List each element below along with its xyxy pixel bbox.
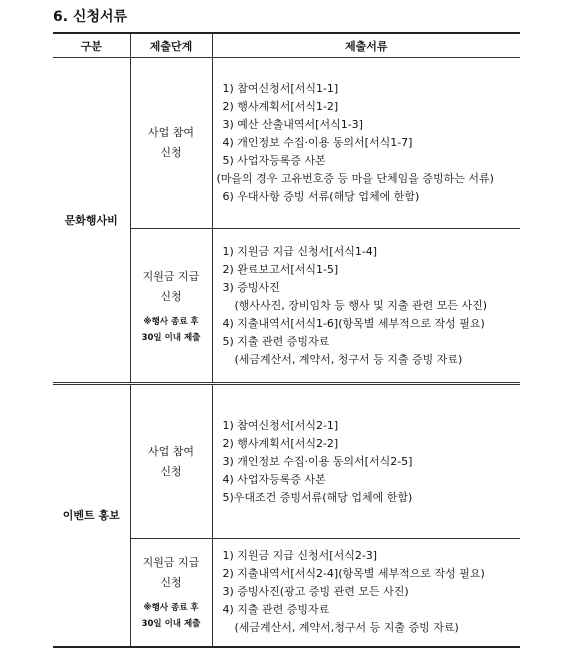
- documents-cell: [212, 539, 520, 647]
- document-list-item: 1) 참여신청서[서식1-1]: [222, 82, 339, 95]
- document-list-item: 2) 행사계획서[서식1-2]: [222, 100, 339, 113]
- document-list: [213, 243, 521, 369]
- stage-cell: [130, 384, 212, 539]
- submission-deadline-note: 30일 이내 제출: [141, 619, 201, 630]
- document-list-item: (세금계산서, 계약서, 청구서 등 지출 증빙 자료): [234, 352, 463, 366]
- stage-label-line: 지원금 지급: [142, 556, 200, 570]
- documents-cell: [212, 384, 520, 539]
- stage-label-line: 신청: [160, 576, 182, 590]
- document-list: [213, 80, 521, 206]
- document-list-item: 3) 증빙사진: [222, 280, 280, 294]
- category-cell: 이벤트 홍보: [53, 384, 130, 647]
- document-list-item: (행사사진, 장비임차 등 행사 및 지출 관련 모든 사진): [234, 298, 488, 312]
- document-list-item: 3) 개인정보 수집·이용 동의서[서식2-5]: [222, 454, 413, 468]
- documents-cell: [212, 58, 520, 229]
- submission-deadline-note: 30일 이내 제출: [141, 332, 201, 343]
- document-list: [213, 417, 521, 507]
- document-list-item: 2) 완료보고서[서식1-5]: [222, 262, 339, 276]
- stage-cell: [130, 539, 212, 647]
- document-list-item: 5) 지출 관련 증빙자료: [222, 334, 330, 348]
- stage-label-line: 신청: [160, 146, 182, 159]
- document-list-item: (세금계산서, 계약서,청구서 등 지출 증빙 자료): [234, 621, 459, 635]
- document-list: [213, 547, 521, 637]
- document-list-item: (마을의 경우 고유번호증 등 마을 단체임을 증빙하는 서류): [216, 172, 494, 185]
- stage-label-line: 사업 참여: [147, 444, 194, 458]
- table-header-row: [53, 33, 520, 58]
- document-list-item: 2) 지출내역서[서식2-4](항목별 세부적으로 작성 필요): [222, 567, 485, 581]
- document-list-item: 5)우대조건 증빙서류(해당 업체에 한함): [222, 490, 413, 504]
- section-title: 6. 신청서류: [53, 9, 128, 25]
- document-list-item: 1) 참여신청서[서식2-1]: [222, 418, 339, 432]
- header-category: 구분: [53, 33, 130, 58]
- submission-deadline-note: ※행사 종료 후: [143, 603, 199, 614]
- document-list-item: 3) 증빙사진(광고 증빙 관련 모든 사진): [222, 585, 409, 599]
- stage-label-line: 지원금 지급: [142, 269, 200, 283]
- document-list-item: 1) 지원금 지급 신청서[서식2-3]: [222, 549, 378, 563]
- submission-deadline-note: ※행사 종료 후: [143, 316, 199, 327]
- document-list-item: 2) 행사계획서[서식2-2]: [222, 436, 339, 450]
- document-list-item: 4) 지출내역서[서식1-6](항목별 세부적으로 작성 필요): [222, 316, 485, 330]
- category-cell: 문화행사비: [53, 58, 130, 384]
- document-list-item: 4) 지출 관련 증빙자료: [222, 603, 330, 617]
- document-list-item: 4) 개인정보 수집·이용 동의서[서식1-7]: [222, 136, 413, 149]
- stage-cell: [130, 58, 212, 229]
- document-list-item: 1) 지원금 지급 신청서[서식1-4]: [222, 244, 378, 258]
- documents-table: [53, 32, 520, 648]
- stage-label-line: 신청: [160, 464, 182, 478]
- header-documents: 제출서류: [212, 33, 520, 58]
- document-list-item: 4) 사업자등록증 사본: [222, 472, 326, 486]
- documents-cell: [212, 229, 520, 384]
- stage-label-line: 신청: [160, 289, 182, 303]
- header-stage: 제출단계: [130, 33, 212, 58]
- document-list-item: 3) 예산 산출내역서[서식1-3]: [222, 118, 363, 131]
- document-list-item: 6) 우대사항 증빙 서류(해당 업체에 한함): [222, 190, 420, 203]
- stage-cell: [130, 229, 212, 384]
- table-row: [53, 384, 520, 539]
- document-list-item: 5) 사업자등록증 사본: [222, 154, 326, 167]
- stage-label-line: 사업 참여: [147, 126, 194, 139]
- table-row: [53, 58, 520, 229]
